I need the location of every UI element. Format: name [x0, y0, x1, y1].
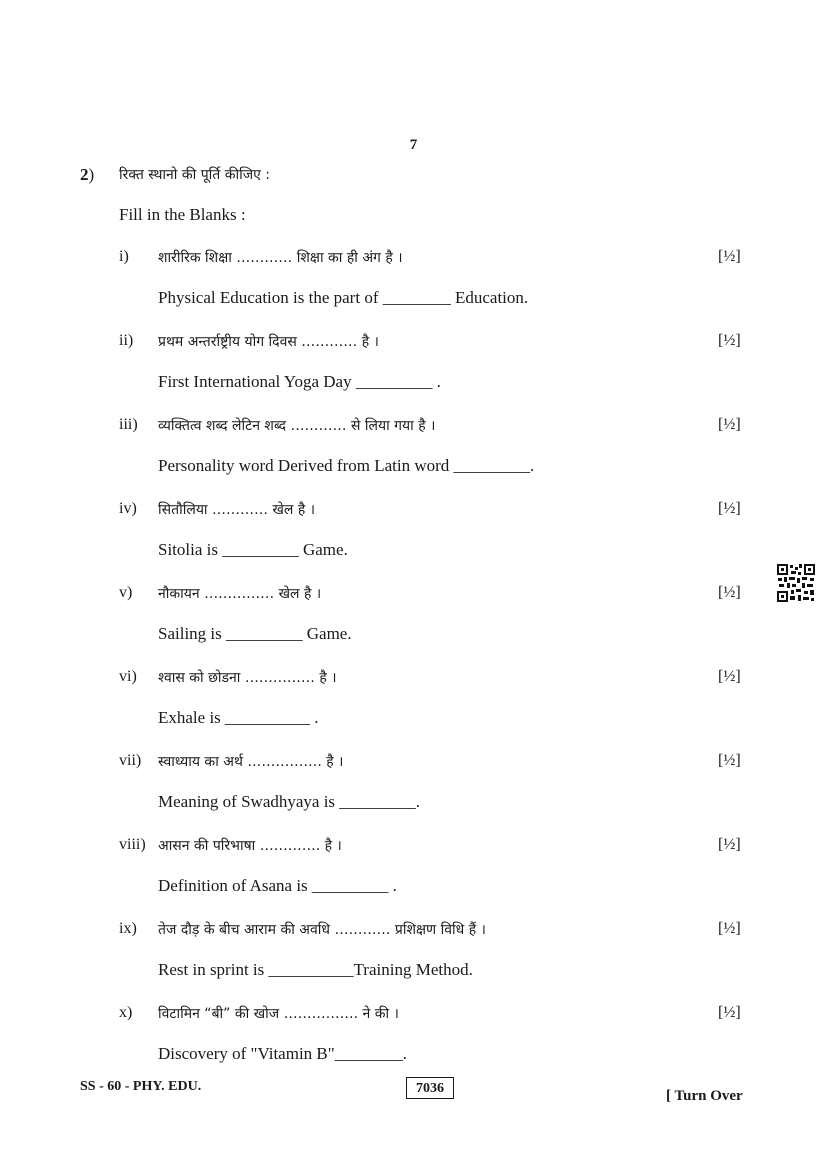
- item-numeral: ix): [119, 920, 137, 937]
- item-numeral: v): [119, 584, 133, 601]
- question-number: [80, 165, 94, 185]
- question-heading-hindi: रिक्त स्थानो की पूर्ति कीजिए :: [119, 167, 271, 183]
- question-number-value: 2: [80, 165, 89, 184]
- item-hindi: श्वास को छोडना …………… है ।: [158, 670, 337, 686]
- item-english: Exhale is __________ .: [158, 708, 319, 727]
- item-marks: [½]: [718, 416, 741, 433]
- item-numeral: vii): [119, 752, 142, 769]
- item-marks: [½]: [718, 332, 741, 349]
- item-marks: [½]: [718, 248, 741, 265]
- question-heading-english: Fill in the Blanks :: [119, 205, 246, 224]
- item-hindi: सितौलिया ………… खेल है ।: [158, 502, 316, 518]
- item-marks: [½]: [718, 920, 741, 937]
- item-english: Rest in sprint is __________Training Method.: [158, 960, 473, 979]
- blank-item: [0, 416, 827, 500]
- footer-subject-code: SS - 60 - PHY. EDU.: [80, 1079, 202, 1094]
- item-english: First International Yoga Day _________ .: [158, 372, 441, 391]
- question-number-paren: ): [88, 165, 95, 184]
- item-marks: [½]: [718, 668, 741, 685]
- footer-paper-number: 7036: [406, 1077, 454, 1099]
- item-english: Sailing is _________ Game.: [158, 624, 352, 643]
- item-numeral: iii): [119, 416, 138, 433]
- blank-item: [0, 332, 827, 416]
- blank-item: [0, 920, 827, 1004]
- blank-item: [0, 668, 827, 752]
- item-numeral: i): [119, 248, 129, 265]
- item-english: Discovery of "Vitamin B"________.: [158, 1044, 407, 1063]
- item-marks: [½]: [718, 1004, 741, 1021]
- item-hindi: व्यक्तित्व शब्द लेटिन शब्द ………… से लिया गया है ।: [158, 418, 436, 434]
- item-numeral: vi): [119, 668, 137, 685]
- item-numeral: iv): [119, 500, 137, 517]
- blank-item: [0, 248, 827, 332]
- item-hindi: आसन की परिभाषा …………. है ।: [158, 838, 342, 854]
- item-english: Personality word Derived from Latin word _________.: [158, 456, 535, 475]
- item-hindi: स्वाध्याय का अर्थ ……………. है ।: [158, 754, 344, 770]
- page-number: 7: [409, 137, 418, 153]
- item-hindi: प्रथम अन्तर्राष्ट्रीय योग दिवस ………… है ।: [158, 334, 379, 350]
- item-marks: [½]: [718, 836, 741, 853]
- item-english: Physical Education is the part of ________ Education.: [158, 288, 529, 307]
- item-english: Definition of Asana is _________ .: [158, 876, 397, 895]
- item-numeral: viii): [119, 836, 146, 853]
- item-hindi: विटामिन “बी” की खोज ……………. ने की ।: [158, 1006, 399, 1022]
- blank-item: [0, 836, 827, 920]
- blank-item: [0, 752, 827, 836]
- item-english: Meaning of Swadhyaya is _________.: [158, 792, 421, 811]
- item-hindi: शारीरिक शिक्षा ………… शिक्षा का ही अंग है ।: [158, 250, 403, 266]
- item-hindi: नौकायन …………… खेल है ।: [158, 586, 322, 602]
- item-numeral: x): [119, 1004, 133, 1021]
- item-english: Sitolia is _________ Game.: [158, 540, 348, 559]
- item-marks: [½]: [718, 752, 741, 769]
- item-hindi: तेज दौड़ के बीच आराम की अवधि ………… प्रशिक्षण विधि हैं ।: [158, 922, 486, 938]
- item-marks: [½]: [718, 500, 741, 517]
- blank-item: [0, 584, 827, 668]
- blank-item: [0, 500, 827, 584]
- qr-code-icon: [776, 563, 816, 603]
- item-numeral: ii): [119, 332, 134, 349]
- footer-turn-over: [ Turn Over: [666, 1088, 743, 1104]
- item-marks: [½]: [718, 584, 741, 601]
- blank-item: [0, 1004, 827, 1088]
